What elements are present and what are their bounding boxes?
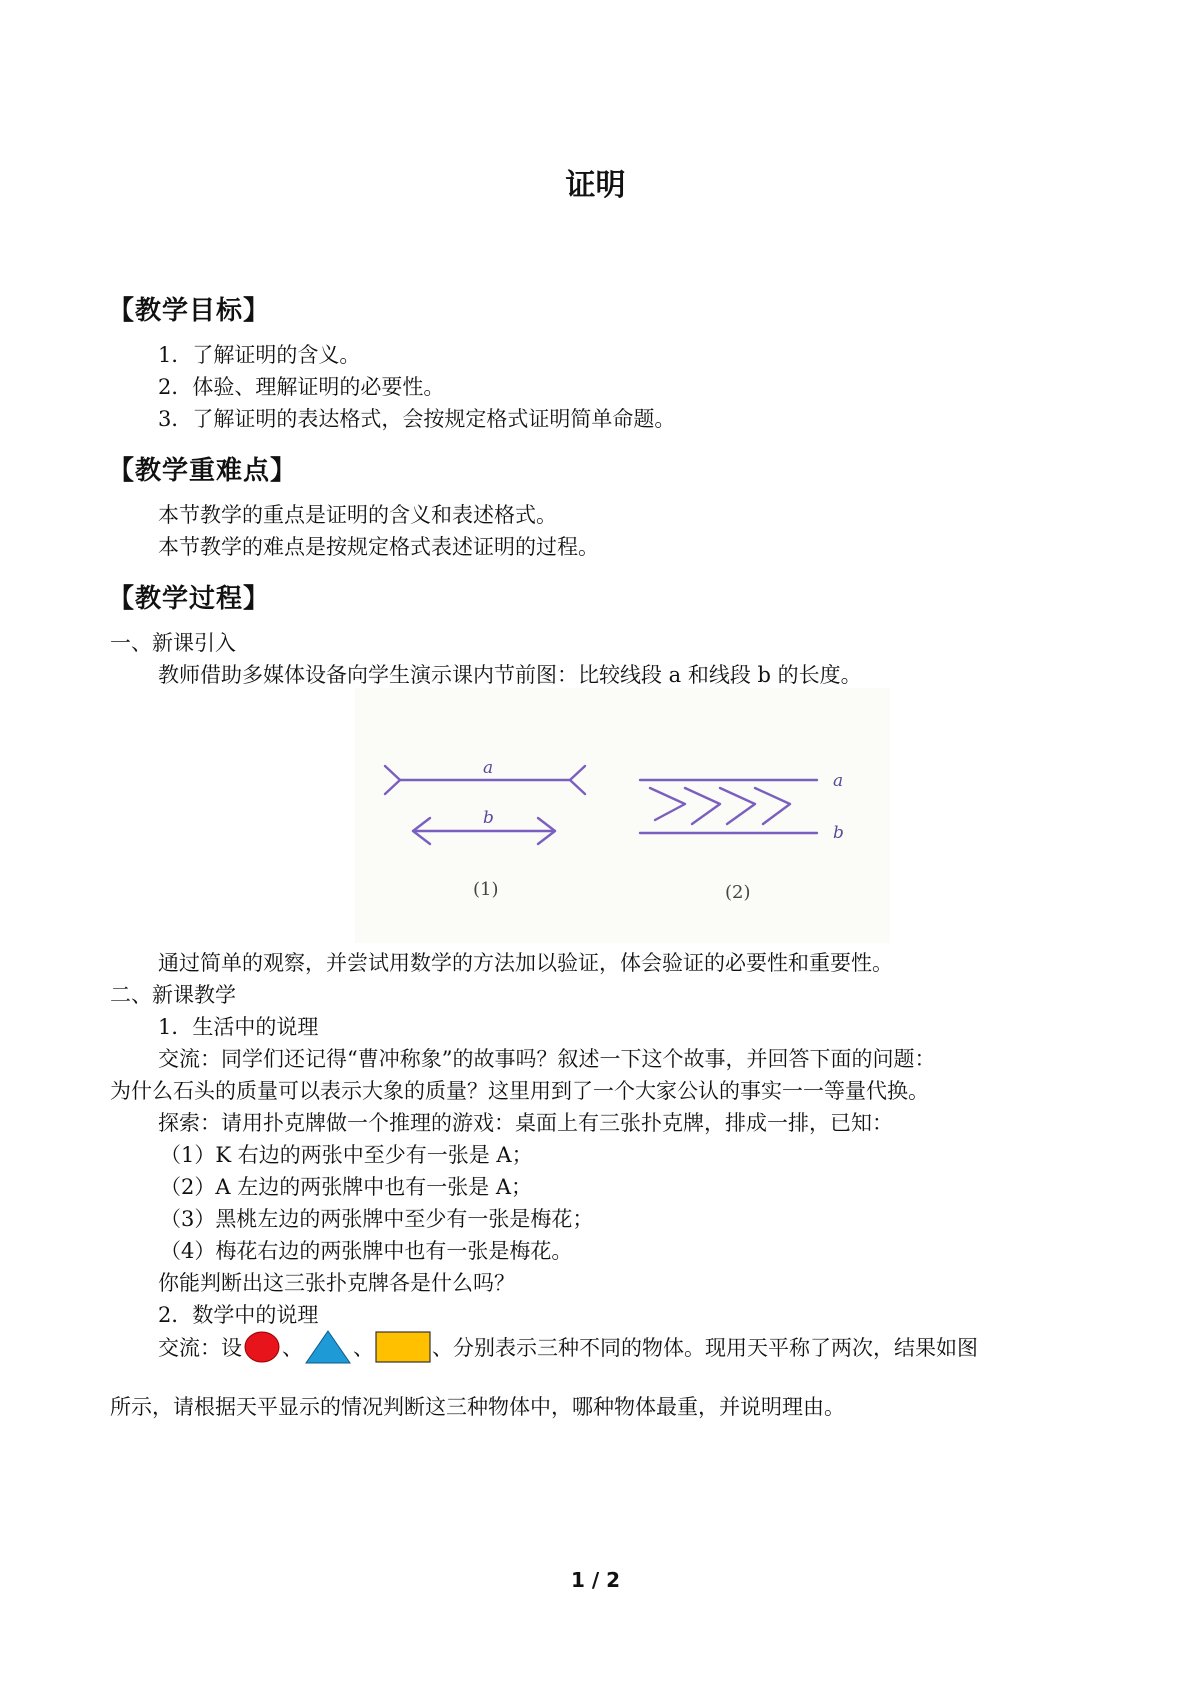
goal-item-1: 1．了解证明的含义。 bbox=[158, 343, 361, 367]
segment-a-right-fin bbox=[570, 766, 585, 794]
figure-label-a: a bbox=[483, 758, 494, 778]
sub1-title: 1．生活中的说理 bbox=[158, 1015, 319, 1039]
yellow-square-icon bbox=[374, 1328, 432, 1366]
sub2-prefix: 交流：设 bbox=[158, 1336, 242, 1360]
key-point-1: 本节教学的重点是证明的含义和表述格式。 bbox=[158, 503, 557, 527]
blue-triangle-icon bbox=[303, 1328, 353, 1366]
process-heading: 【教学过程】 bbox=[108, 584, 271, 614]
page-title: 证明 bbox=[565, 168, 626, 203]
condition-1: （1）K 右边的两张中至少有一张是 A； bbox=[160, 1143, 533, 1167]
sub1-line1: 交流：同学们还记得“曹冲称象”的故事吗？叙述一下这个故事，并回答下面的问题： bbox=[158, 1047, 936, 1071]
shape-separator-2: 、 bbox=[353, 1336, 374, 1360]
chevron-1 bbox=[650, 788, 685, 820]
question-line: 你能判断出这三张扑克牌各是什么吗？ bbox=[158, 1271, 515, 1295]
sub2-title: 2．数学中的说理 bbox=[158, 1303, 319, 1327]
part2-title: 二、新课教学 bbox=[110, 983, 236, 1007]
chevron-4 bbox=[755, 788, 790, 824]
goal-item-2: 2．体验、理解证明的必要性。 bbox=[158, 375, 445, 399]
segment-a-left-fin bbox=[385, 766, 400, 794]
part1-title: 一、新课引入 bbox=[110, 631, 236, 655]
condition-4: （4）梅花右边的两张牌中也有一张是梅花。 bbox=[160, 1239, 573, 1263]
part1-text: 教师借助多媒体设备向学生演示课内节前图：比较线段 a 和线段 b 的长度。 bbox=[158, 663, 862, 687]
key-points-heading: 【教学重难点】 bbox=[108, 456, 298, 486]
page-number: 1 / 2 bbox=[570, 1568, 621, 1592]
goal-item-3: 3．了解证明的表达格式，会按规定格式证明简单命题。 bbox=[158, 407, 676, 431]
shape-separator-1: 、 bbox=[282, 1336, 303, 1360]
chevron-3 bbox=[720, 788, 755, 824]
chevron-2 bbox=[685, 788, 720, 824]
condition-2: （2）A 左边的两张牌中也有一张是 A； bbox=[160, 1175, 533, 1199]
sub1-line2: 为什么石头的质量可以表示大象的质量？这里用到了一个大家公认的事实一一等量代换。 bbox=[110, 1079, 929, 1103]
figure-caption-2: (2) bbox=[725, 882, 751, 903]
figure-caption-1: (1) bbox=[473, 879, 499, 900]
figure-label-b: b bbox=[483, 808, 494, 828]
key-point-2: 本节教学的难点是按规定格式表述证明的过程。 bbox=[158, 535, 599, 559]
line-segment-figure bbox=[355, 688, 890, 943]
sub1-line3: 探索：请用扑克牌做一个推理的游戏：桌面上有三张扑克牌，排成一排，已知： bbox=[158, 1111, 893, 1135]
goals-heading: 【教学目标】 bbox=[108, 296, 271, 326]
shapes-sentence bbox=[158, 1328, 978, 1372]
condition-3: （3）黑桃左边的两张牌中至少有一张是梅花； bbox=[160, 1207, 594, 1231]
figure-label-b2: b bbox=[833, 823, 844, 843]
sub2-rest: 、分别表示三种不同的物体。现用天平称了两次，结果如图 bbox=[432, 1336, 978, 1360]
part1-after: 通过简单的观察，并尝试用数学的方法加以验证，体会验证的必要性和重要性。 bbox=[158, 951, 893, 975]
sub2-line2: 所示，请根据天平显示的情况判断这三种物体中，哪种物体最重，并说明理由。 bbox=[110, 1395, 845, 1419]
illusion-diagram bbox=[355, 688, 890, 943]
red-circle-icon bbox=[242, 1328, 282, 1366]
figure-label-a2: a bbox=[833, 771, 844, 791]
